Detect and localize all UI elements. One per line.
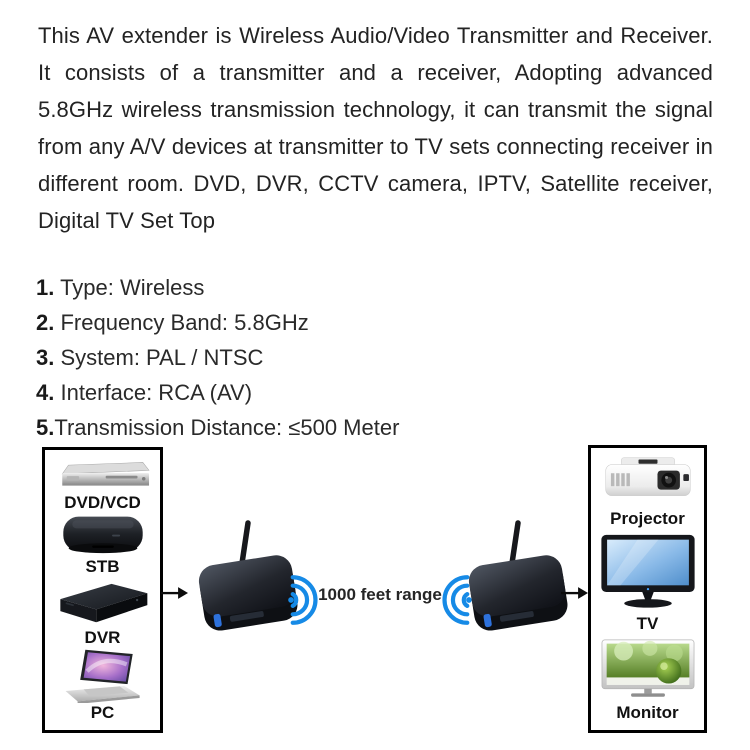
spec-item-system — [36, 340, 720, 375]
spec-number: 1. — [36, 275, 55, 300]
device-label-projector: Projector — [610, 509, 685, 529]
device-label-dvr: DVR — [84, 627, 121, 647]
spec-number: 2. — [36, 310, 55, 335]
device-label-dvd: DVD/VCD — [64, 493, 141, 513]
spec-item-type — [36, 270, 720, 305]
spec-item-interface — [36, 375, 720, 410]
spec-text: Interface: RCA (AV) — [54, 380, 253, 405]
spec-text: Transmission Distance: ≤500 Meter — [54, 415, 400, 440]
device-label-pc: PC — [90, 703, 115, 722]
spec-text: Frequency Band: 5.8GHz — [54, 310, 309, 335]
spec-list — [36, 270, 720, 445]
device-label-stb: STB — [85, 556, 120, 576]
spec-text: Type: Wireless — [54, 275, 205, 300]
connection-diagram — [0, 430, 750, 750]
wifi-signal-icon — [286, 572, 318, 628]
source-devices-panel — [42, 447, 163, 733]
device-label-tv: TV — [636, 614, 659, 634]
output-devices-panel — [588, 445, 707, 733]
spec-item-frequency — [36, 305, 720, 340]
spec-number: 5. — [36, 415, 55, 440]
spec-number: 3. — [36, 345, 55, 370]
spec-number: 4. — [36, 380, 55, 405]
monitor-icon — [596, 638, 700, 700]
product-description-text: This AV extender is Wireless Audio/Video Transmitter and Receiver. It consists of a transmitter and a receiver, Adopting advanced 5.8GHz wireless transmission technology, it can transmit the signal from any A/V devices at transmitter to TV sets connecting receiver in different room. DVD, DVR, CCTV camera, IPTV, Satellite receiver, Digital TV Set Top — [38, 23, 713, 233]
spec-text: System: PAL / NTSC — [54, 345, 264, 370]
laptop-icon — [57, 648, 149, 703]
tv-icon — [597, 533, 699, 611]
dvr-icon — [47, 577, 159, 628]
stb-icon — [56, 513, 150, 556]
receiver-icon — [448, 518, 588, 640]
device-label-monitor: Monitor — [616, 702, 679, 722]
arrow-right-icon — [561, 585, 588, 601]
range-label: 1000 feet range — [318, 585, 442, 604]
projector-icon — [596, 456, 700, 506]
dvd-player-icon — [52, 458, 154, 493]
